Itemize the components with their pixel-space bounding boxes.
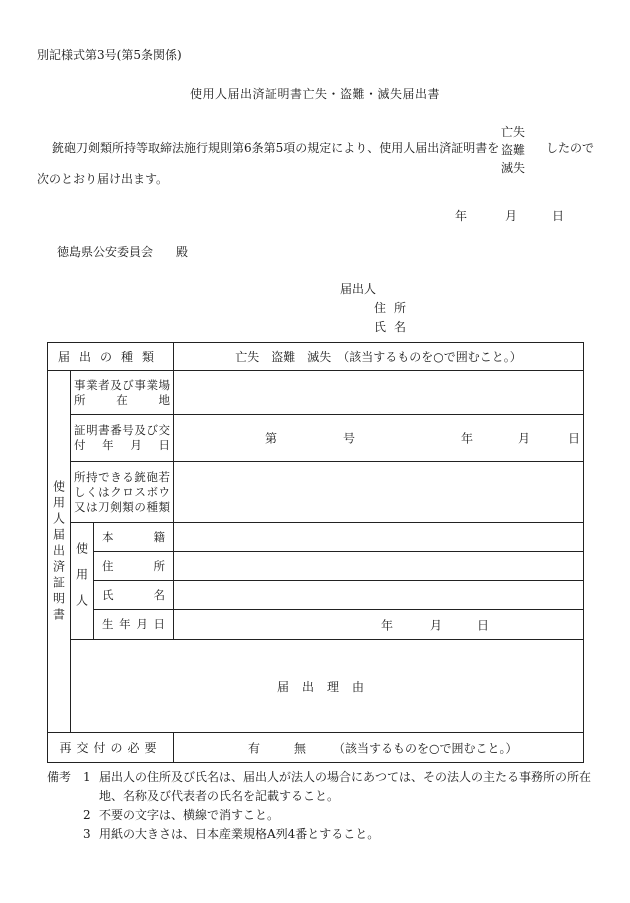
remark-2-number: 2 [83, 808, 91, 822]
cert-group-label: 使用人届出済証明書 [51, 479, 66, 624]
body-text-after: したので [546, 141, 595, 155]
cert-year: 年 [461, 431, 474, 446]
cert-number-label: 証明書番号及び交付年月日 [71, 415, 174, 462]
honseki-label: 本籍 [94, 523, 174, 552]
row-name [48, 581, 584, 610]
cert-no-dai: 第 [265, 431, 278, 446]
document-title: 使用人届出済証明書亡失・盗難・滅失届出書 [189, 87, 440, 101]
reissue-yes[interactable]: 有 [248, 741, 261, 755]
month-label: 月 [505, 209, 518, 223]
employee-group-cell [71, 523, 94, 640]
birthdate-field[interactable] [174, 610, 584, 640]
remark-1-text: 届出人の住所及び氏名は、届出人が法人の場合にあつては、その法人の主たる事務所の所在地、名称及び代表者の氏名を記載すること。 [99, 770, 592, 803]
reissue-label: 再交付の必要 [59, 741, 162, 755]
addressee: 徳島県公安委員会 [57, 245, 154, 259]
cert-group-cell [48, 371, 71, 733]
remark-3-text: 用紙の大きさは、日本産業規格A列4番とすること。 [99, 827, 380, 841]
addressee-honorific: 殿 [176, 245, 189, 259]
body-text-line1: 銃砲刀剣類所持等取締法施行規則第6条第5項の規定により、使用人届出済証明書を [52, 141, 500, 155]
type-value: 亡失 盗難 滅失 （該当するものを○で囲むこと。） [174, 343, 584, 371]
remarks-label: 備考 [47, 770, 72, 784]
business-value-field[interactable] [174, 371, 584, 415]
row-business [48, 371, 584, 415]
employee-group-label: 使用人 [74, 542, 89, 620]
option-theft: 盗難 [501, 143, 526, 157]
name-label: 氏名 [94, 581, 174, 610]
honseki-field[interactable] [174, 523, 584, 552]
remark-2-text: 不要の文字は、横線で消すこと。 [99, 808, 280, 822]
row-honseki [48, 523, 584, 552]
type-label: 届出の種類 [58, 350, 164, 364]
option-destruction: 滅失 [501, 161, 526, 175]
birth-year: 年 [381, 618, 394, 632]
birth-day: 日 [477, 618, 490, 632]
notifier-address-label: 住所 [374, 301, 415, 315]
day-label: 日 [552, 209, 565, 223]
name-field[interactable] [174, 581, 584, 610]
row-notification-type [48, 343, 584, 371]
loss-type-options [501, 123, 535, 177]
form-label: 別記様式第3号(第5条関係) [37, 48, 182, 62]
address-label: 住所 [94, 552, 174, 581]
remark-3-number: 3 [83, 827, 91, 841]
cert-number-field[interactable] [174, 415, 584, 462]
birth-month: 月 [430, 618, 443, 632]
row-reason [48, 640, 584, 733]
cert-day: 日 [568, 431, 581, 446]
body-text-line2: 次のとおり届け出ます。 [37, 172, 169, 186]
reason-label: 届出理由 [277, 679, 378, 694]
row-weapon-types [48, 462, 584, 523]
row-reissue [48, 733, 584, 763]
cert-month: 月 [518, 431, 531, 446]
cert-no-go: 号 [343, 431, 356, 446]
business-label: 事業者及び事業場所在地 [71, 371, 174, 415]
remark-1-number: 1 [83, 770, 91, 784]
reissue-note: （該当するものを○で囲むこと。） [333, 741, 518, 755]
weapon-types-field[interactable] [174, 462, 584, 523]
notification-form-table [47, 342, 584, 763]
row-cert-number [48, 415, 584, 462]
option-loss: 亡失 [501, 125, 526, 139]
row-birthdate [48, 610, 584, 640]
notifier-name-label: 氏名 [374, 320, 415, 334]
year-label: 年 [455, 209, 468, 223]
reissue-no[interactable]: 無 [294, 741, 307, 755]
birthdate-label: 生年月日 [94, 610, 174, 640]
reissue-field [174, 733, 584, 763]
notifier-label: 届出人 [340, 282, 377, 296]
remarks [47, 768, 607, 844]
row-address [48, 552, 584, 581]
weapon-types-label: 所持できる銃砲若しくはクロスボウ又は刀剣類の種類 [71, 462, 174, 523]
address-field[interactable] [174, 552, 584, 581]
